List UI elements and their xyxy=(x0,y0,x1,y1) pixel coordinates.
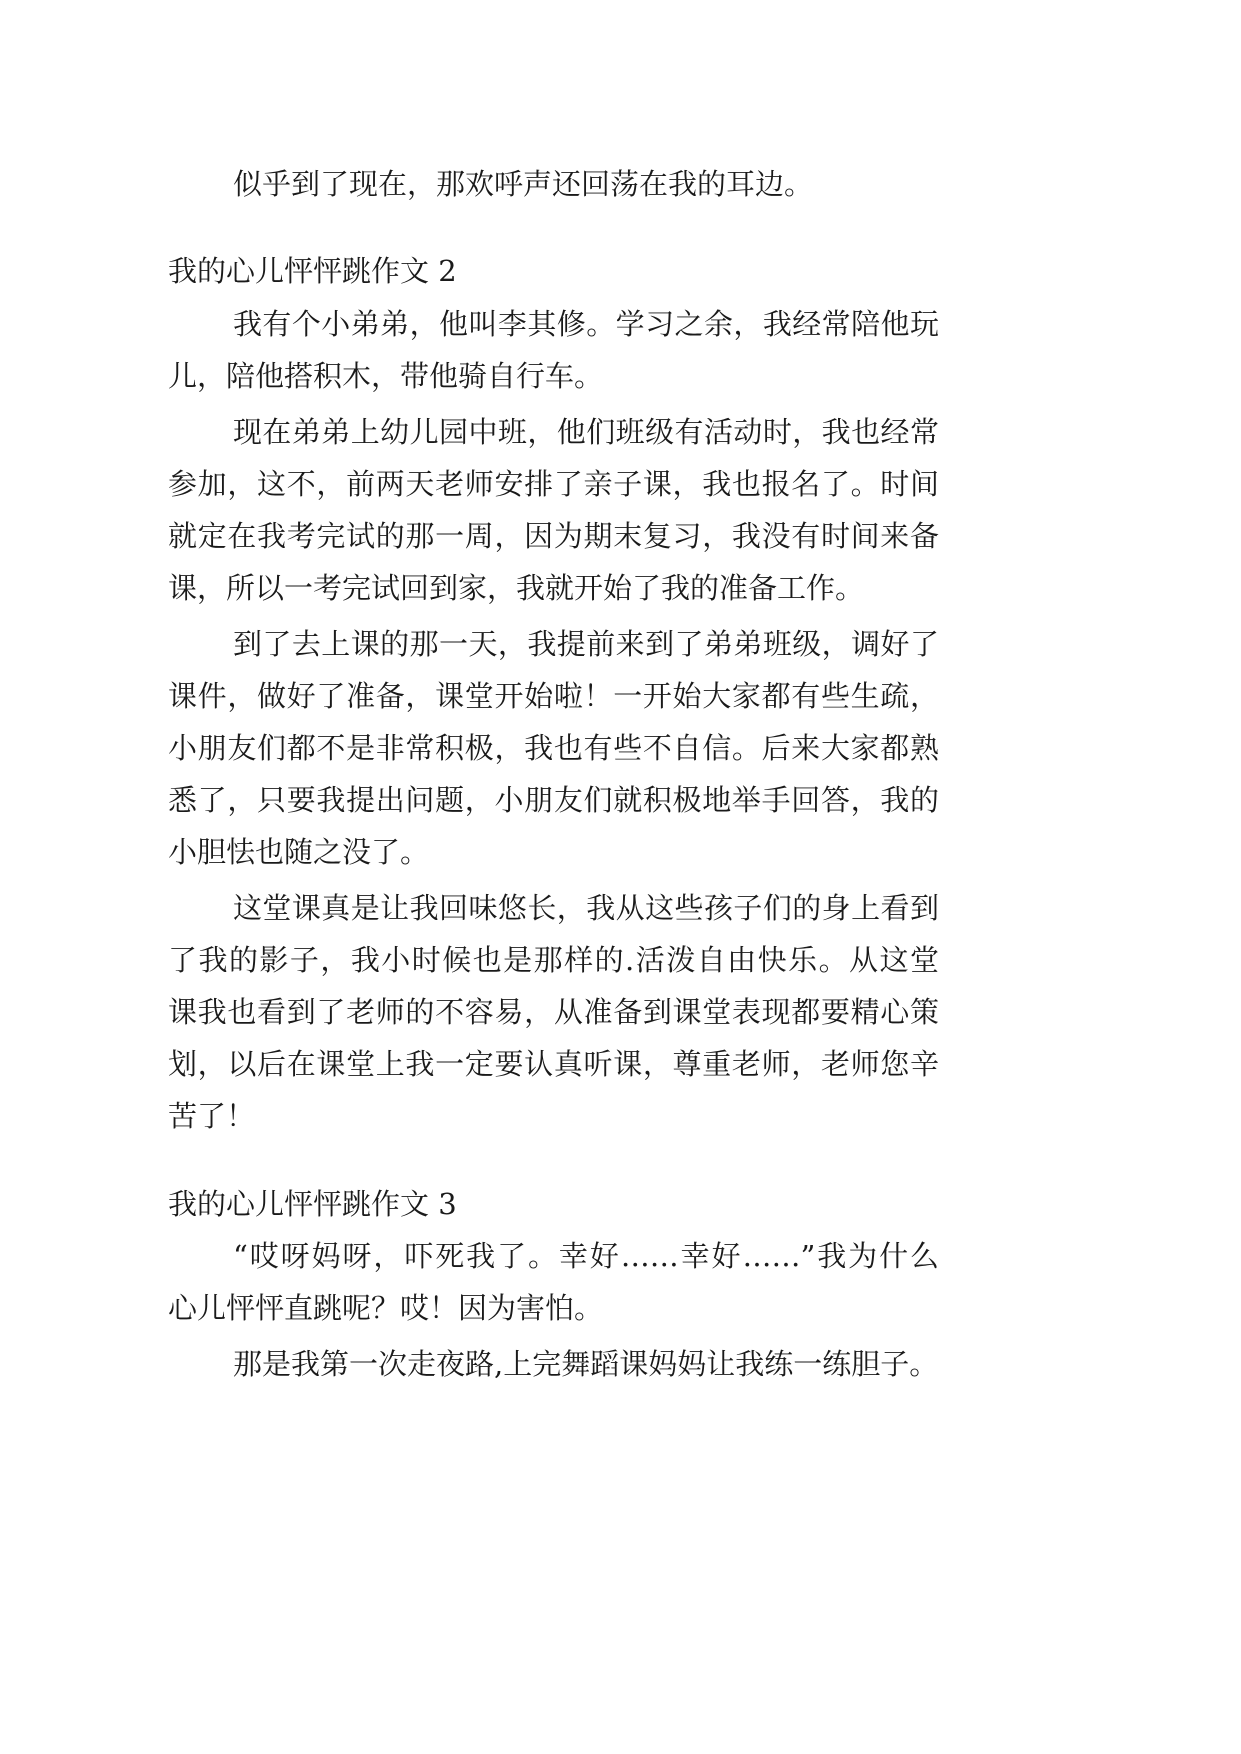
paragraph-line: 划，以后在课堂上我一定要认真听课，尊重老师，老师您辛 xyxy=(168,1047,939,1081)
paragraph-line: 小朋友们都不是非常积极，我也有些不自信。后来大家都熟 xyxy=(168,731,939,765)
paragraph-line: 课我也看到了老师的不容易，从准备到课堂表现都要精心策 xyxy=(168,995,939,1029)
paragraph-line: 课，所以一考完试回到家，我就开始了我的准备工作。 xyxy=(168,571,865,605)
paragraph-line: 参加，这不，前两天老师安排了亲子课，我也报名了。时间 xyxy=(168,467,939,501)
paragraph-line: 似乎到了现在，那欢呼声还回荡在我的耳边。 xyxy=(233,167,814,201)
paragraph-line: 到了去上课的那一天，我提前来到了弟弟班级，调好了 xyxy=(233,627,939,661)
paragraph-line: 心儿怦怦直跳呢？哎！因为害怕。 xyxy=(168,1291,604,1325)
paragraph-line: 这堂课真是让我回味悠长，我从这些孩子们的身上看到 xyxy=(233,891,939,925)
paragraph-line: 那是我第一次走夜路,上完舞蹈课妈妈让我练一练胆子。 xyxy=(233,1347,939,1381)
paragraph-line: 课件，做好了准备，课堂开始啦！一开始大家都有些生疏， xyxy=(168,679,939,713)
essay-heading-2: 我的心儿怦怦跳作文 2 xyxy=(168,254,457,288)
essay-heading-3: 我的心儿怦怦跳作文 3 xyxy=(168,1187,457,1221)
paragraph-line: 小胆怯也随之没了。 xyxy=(168,835,430,869)
paragraph-line: 悉了，只要我提出问题，小朋友们就积极地举手回答，我的 xyxy=(168,783,939,817)
paragraph-line: 儿，陪他搭积木，带他骑自行车。 xyxy=(168,359,604,393)
paragraph-line: 我有个小弟弟，他叫李其修。学习之余，我经常陪他玩 xyxy=(233,307,939,341)
paragraph-line: 现在弟弟上幼儿园中班，他们班级有活动时，我也经常 xyxy=(233,415,939,449)
paragraph-line: 了我的影子，我小时候也是那样的.活泼自由快乐。从这堂 xyxy=(168,943,939,977)
paragraph-line: 就定在我考完试的那一周，因为期末复习，我没有时间来备 xyxy=(168,519,939,553)
paragraph-line: “哎呀妈呀，吓死我了。幸好……幸好……”我为什么 xyxy=(233,1239,939,1273)
paragraph-line: 苦了！ xyxy=(168,1099,256,1133)
